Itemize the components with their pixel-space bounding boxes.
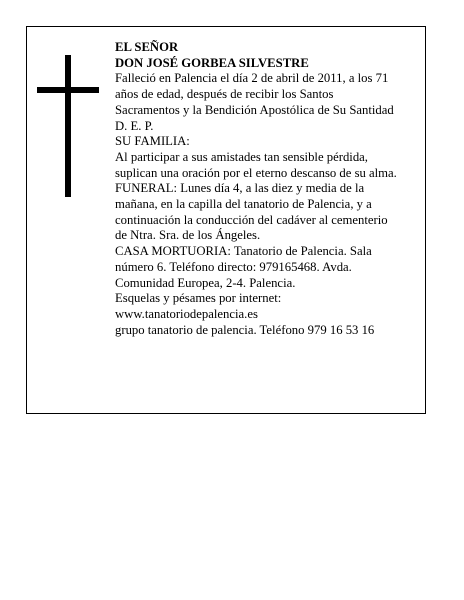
notice-line: mañana, en la capilla del tanatorio de Palencia, y a	[115, 197, 372, 212]
latin-cross-icon	[37, 55, 99, 197]
cross-horizontal-bar	[37, 87, 99, 93]
notice-line: suplican una oración por el eterno descanso de su alma.	[115, 165, 397, 180]
notice-line: Sacramentos y la Bendición Apostólica de Su Santidad	[115, 102, 394, 117]
notice-line: Al participar a sus amistades tan sensible pérdida,	[115, 149, 368, 164]
deceased-name: DON JOSÉ GORBEA SILVESTRE	[115, 55, 309, 70]
notice-line: continuación la conducción del cadáver al cementerio	[115, 212, 388, 227]
notice-title: EL SEÑOR	[115, 40, 179, 54]
mortuary-line: CASA MORTUORIA: Tanatorio de Palencia. Sala	[115, 244, 372, 259]
notice-text	[115, 40, 421, 338]
funeral-line: FUNERAL: Lunes día 4, a las diez y media de la	[115, 181, 365, 196]
notice-line: años de edad, después de recibir los Santos	[115, 87, 334, 102]
cross-vertical-bar	[65, 55, 71, 197]
contact-line: grupo tanatorio de palencia. Teléfono 979 16 53 16	[115, 322, 375, 337]
internet-condolences-line: Esquelas y pésames por internet:	[115, 291, 282, 306]
notice-line: Falleció en Palencia el día 2 de abril de 2011, a los 71	[115, 71, 389, 86]
notice-line: Comunidad Europea, 2-4. Palencia.	[115, 275, 296, 290]
notice-line: número 6. Teléfono directo: 979165468. Avda.	[115, 259, 352, 274]
notice-line: de Ntra. Sra. de los Ángeles.	[115, 228, 261, 243]
website-text: www.tanatoriodepalencia.es	[115, 306, 258, 321]
notice-line: D. E. P.	[115, 118, 154, 133]
family-heading: SU FAMILIA:	[115, 134, 190, 149]
obituary-notice	[26, 26, 426, 414]
